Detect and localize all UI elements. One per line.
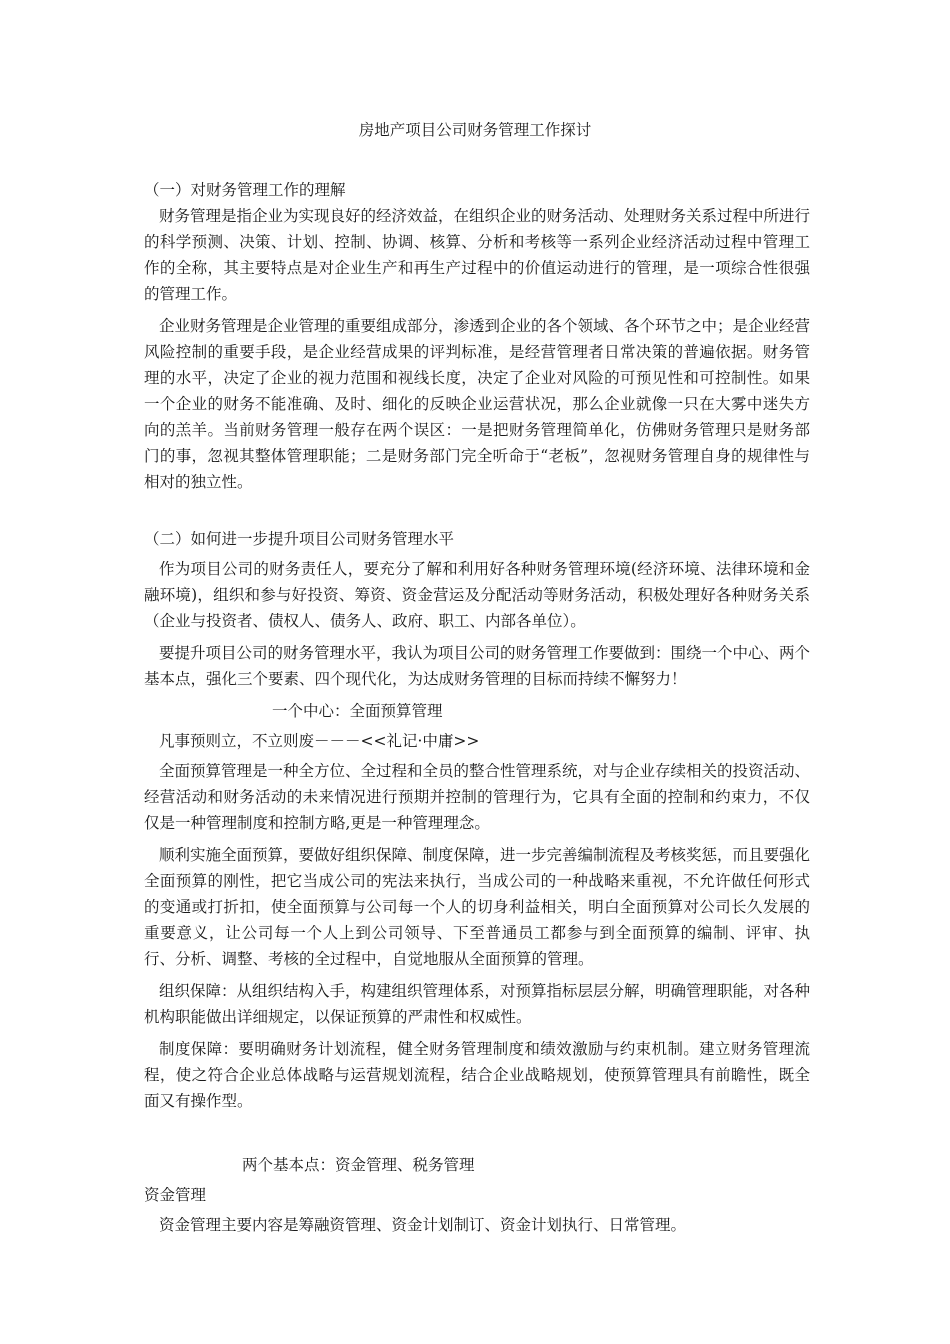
document-title: 房地产项目公司财务管理工作探讨 bbox=[358, 121, 592, 139]
section-1-heading: （一）对财务管理工作的理解 bbox=[144, 181, 346, 199]
spacer bbox=[144, 1120, 810, 1152]
paragraph: 组织保障：从组织结构入手，构建组织管理体系，对预算指标层层分解，明确管理职能，对各种机构职能做出详细规定，以保证预算的严肃性和权威性。 bbox=[144, 982, 811, 1026]
paragraph: 财务管理是指企业为实现良好的经济效益，在组织企业的财务活动、处理财务关系过程中所进行的科学预测、决策、计划、控制、协调、核算、分析和考核等一系列企业经济活动过程中管理工作的全称，其主要特点是对企业生产和再生产过程中的价值运动进行的管理，是一项综合性很强的管理工作。 bbox=[144, 207, 811, 303]
paragraph: 企业财务管理是企业管理的重要组成部分，渗透到企业的各个领域、各个环节之中；是企业经营风险控制的重要手段，是企业经营成果的评判标准，是经营管理者日常决策的普遍依据。财务管理的水平，决定了企业的视力范围和视线长度，决定了企业对风险的可预见性和可控制性。如果一个企业的财务不能准确、及时、细化的反映企业运营状况，那么企业就像一只在大雾中迷失方向的羔羊。当前财务管理一般存在两个误区：一是把财务管理简单化，仿佛财务管理只是财务部门的事，忽视其整体管理职能；二是财务部门完全听命于“老板”，忽视财务管理自身的规律性与相对的独立性。 bbox=[144, 317, 811, 491]
paragraph: 作为项目公司的财务责任人，要充分了解和利用好各种财务管理环境(经济环境、法律环境和金融环境)，组织和参与好投资、筹资、资金营运及分配活动等财务活动，积极处理好各种财务关系（企业与投资者、债权人、债务人、政府、职工、内部各单位）。 bbox=[144, 560, 810, 630]
paragraph: 顺利实施全面预算，要做好组织保障、制度保障，进一步完善编制流程及考核奖惩，而且要强化全面预算的刚性，把它当成公司的宪法来执行，当成公司的一种战略来重视，不允许做任何形式的变通或打折扣，使全面预算与公司每一个人的切身利益相关，明白全面预算对公司长久发展的重要意义，让公司每一个人上到公司领导、下至普通员工都参与到全面预算的编制、评审、执行、分析、调整、考核的全过程中，自觉地服从全面预算的管理。 bbox=[144, 846, 811, 968]
paragraph: 制度保障：要明确财务计划流程，健全财务管理制度和绩效激励与约束机制。建立财务管理流程，使之符合企业总体战略与运营规划流程，结合企业战略规划，使预算管理具有前瞻性，既全面又有操作型。 bbox=[144, 1040, 810, 1110]
paragraph: 要提升项目公司的财务管理水平，我认为项目公司的财务管理工作要做到：围绕一个中心、两个基本点，强化三个要素、四个现代化，为达成财务管理的目标而持续不懈努力！ bbox=[144, 644, 811, 688]
subsection-heading-two-points: 两个基本点：资金管理、税务管理 bbox=[242, 1156, 475, 1174]
quote: 凡事预则立，不立则废－－－<<礼记·中庸>> bbox=[159, 732, 480, 750]
section-2-heading: （二）如何进一步提升项目公司财务管理水平 bbox=[144, 530, 455, 548]
subsection-heading-one-center: 一个中心：全面预算管理 bbox=[272, 702, 443, 720]
spacer bbox=[144, 501, 810, 526]
paragraph: 全面预算管理是一种全方位、全过程和全员的整合性管理系统，对与企业存续相关的投资活动、经营活动和财务活动的未来情况进行预期并控制的管理行为，它具有全面的控制和约束力，不仅仅是一种管理制度和控制方略,更是一种管理理念。 bbox=[144, 762, 811, 832]
document-body bbox=[144, 177, 810, 1244]
subheading-funds: 资金管理 bbox=[144, 1186, 207, 1204]
paragraph: 资金管理主要内容是筹融资管理、资金计划制订、资金计划执行、日常管理。 bbox=[159, 1216, 687, 1234]
